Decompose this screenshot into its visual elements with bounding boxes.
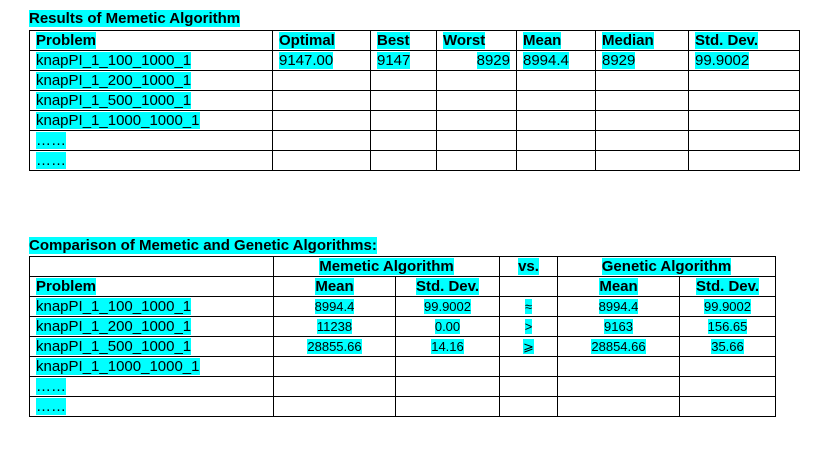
problem-cell <box>30 357 274 377</box>
data-cell <box>558 337 680 357</box>
data-cell <box>437 131 517 151</box>
header-cell <box>517 31 596 51</box>
data-cell <box>680 337 776 357</box>
cell-text: 156.65 <box>707 319 748 334</box>
cell-text: Std. Dev. <box>695 32 759 49</box>
cell-text: 9163 <box>604 319 633 334</box>
problem-cell <box>30 71 273 91</box>
data-cell <box>517 131 596 151</box>
data-cell <box>396 337 500 357</box>
cell-text: knapPI_1_1000_1000_1 <box>36 358 200 375</box>
cell-text: knapPI_1_100_1000_1 <box>36 298 192 315</box>
cell-text: 99.9002 <box>424 299 471 314</box>
data-cell <box>689 131 800 151</box>
header-cell <box>30 277 274 297</box>
cell-text: …… <box>36 378 66 395</box>
memetic-results-table <box>29 30 800 171</box>
data-cell <box>689 111 800 131</box>
data-cell <box>274 397 396 417</box>
data-cell <box>437 91 517 111</box>
table-header-row <box>30 277 776 297</box>
data-cell <box>371 131 437 151</box>
problem-cell <box>30 297 274 317</box>
problem-cell <box>30 377 274 397</box>
cell-text: Comparison of Memetic and Genetic Algorithms: <box>29 237 377 254</box>
data-cell <box>371 71 437 91</box>
data-cell <box>437 111 517 131</box>
cell-text: 28855.66 <box>307 339 362 354</box>
table-row <box>30 131 800 151</box>
data-cell <box>274 377 396 397</box>
memetic-group-header <box>274 257 500 277</box>
header-cell <box>396 277 500 297</box>
data-cell <box>273 151 371 171</box>
table-row <box>30 317 776 337</box>
data-cell <box>396 397 500 417</box>
header-cell <box>274 277 396 297</box>
cell-text: Worst <box>443 32 486 49</box>
cell-text: 99.9002 <box>695 52 750 69</box>
cell-text: …… <box>36 152 66 169</box>
header-cell <box>273 31 371 51</box>
data-cell <box>437 51 517 71</box>
problem-cell <box>30 151 273 171</box>
data-cell <box>680 317 776 337</box>
cell-text: Median <box>602 32 654 49</box>
cell-text: 8994.4 <box>523 52 569 69</box>
table-row <box>30 51 800 71</box>
cell-text: Mean <box>599 278 638 295</box>
header-cell <box>680 277 776 297</box>
data-cell <box>689 151 800 171</box>
data-cell <box>437 151 517 171</box>
problem-cell <box>30 337 274 357</box>
cell-text: knapPI_1_200_1000_1 <box>36 318 192 335</box>
comparison-cell <box>500 317 558 337</box>
cell-text: knapPI_1_500_1000_1 <box>36 338 192 355</box>
data-cell <box>680 377 776 397</box>
table-row <box>30 357 776 377</box>
cell-text: 8994.4 <box>598 299 639 314</box>
data-cell <box>596 91 689 111</box>
data-cell <box>517 91 596 111</box>
cell-text: …… <box>36 398 66 415</box>
cell-text: 14.16 <box>431 339 464 354</box>
vs-header <box>500 257 558 277</box>
cell-text: Best <box>377 32 410 49</box>
cell-text: Optimal <box>279 32 335 49</box>
problem-cell <box>30 111 273 131</box>
data-cell <box>517 111 596 131</box>
empty-header-cell <box>30 257 274 277</box>
comparison-table <box>29 256 776 417</box>
data-cell <box>558 317 680 337</box>
cell-text: knapPI_1_500_1000_1 <box>36 92 192 109</box>
problem-cell <box>30 317 274 337</box>
data-cell <box>371 91 437 111</box>
table-row <box>30 297 776 317</box>
table2-title <box>29 238 377 254</box>
comparison-cell <box>500 397 558 417</box>
data-cell <box>689 51 800 71</box>
cell-text: 8994.4 <box>314 299 355 314</box>
data-cell <box>274 317 396 337</box>
table-row <box>30 111 800 131</box>
cell-text: vs. <box>518 258 539 275</box>
data-cell <box>274 357 396 377</box>
data-cell <box>680 297 776 317</box>
cell-text: …… <box>36 132 66 149</box>
comparison-cell <box>500 357 558 377</box>
data-cell <box>273 51 371 71</box>
cell-text: 9147 <box>377 52 411 69</box>
data-cell <box>396 317 500 337</box>
problem-cell <box>30 397 274 417</box>
data-cell <box>371 151 437 171</box>
data-cell <box>371 111 437 131</box>
data-cell <box>689 71 800 91</box>
header-cell <box>596 31 689 51</box>
cell-text: Problem <box>36 278 97 295</box>
cell-text: Mean <box>523 32 562 49</box>
data-cell <box>396 357 500 377</box>
table-row <box>30 337 776 357</box>
cell-text: > <box>524 319 533 334</box>
problem-cell <box>30 131 273 151</box>
data-cell <box>596 71 689 91</box>
cell-text: Problem <box>36 32 97 49</box>
cell-text: Std. Dev. <box>415 278 480 295</box>
comparison-cell <box>500 337 558 357</box>
table-header-row <box>30 31 800 51</box>
data-cell <box>596 111 689 131</box>
header-cell <box>371 31 437 51</box>
header-cell <box>437 31 517 51</box>
cell-text: 8929 <box>602 52 636 69</box>
data-cell <box>273 91 371 111</box>
header-cell <box>500 277 558 297</box>
cell-text: 28854.66 <box>591 339 646 354</box>
data-cell <box>371 51 437 71</box>
problem-cell <box>30 51 273 71</box>
table-row <box>30 71 800 91</box>
data-cell <box>689 91 800 111</box>
cell-text: Memetic Algorithm <box>319 258 454 275</box>
cell-text: Mean <box>315 278 354 295</box>
data-cell <box>558 357 680 377</box>
data-cell <box>517 51 596 71</box>
cell-text: Std. Dev. <box>695 278 760 295</box>
data-cell <box>558 297 680 317</box>
data-cell <box>273 111 371 131</box>
data-cell <box>274 297 396 317</box>
data-cell <box>596 131 689 151</box>
comparison-cell <box>500 297 558 317</box>
data-cell <box>396 377 500 397</box>
table-row <box>30 151 800 171</box>
group-header-row <box>30 257 776 277</box>
cell-text: knapPI_1_200_1000_1 <box>36 72 192 89</box>
data-cell <box>273 71 371 91</box>
data-cell <box>680 357 776 377</box>
table-row <box>30 377 776 397</box>
table-row <box>30 397 776 417</box>
cell-text: 9147.00 <box>279 52 334 69</box>
table-row <box>30 91 800 111</box>
cell-text: knapPI_1_100_1000_1 <box>36 52 192 69</box>
data-cell <box>680 397 776 417</box>
data-cell <box>517 151 596 171</box>
cell-text: Results of Memetic Algorithm <box>29 10 241 27</box>
cell-text: knapPI_1_1000_1000_1 <box>36 112 200 129</box>
data-cell <box>273 131 371 151</box>
cell-text: 99.9002 <box>704 299 751 314</box>
data-cell <box>596 51 689 71</box>
cell-text: 35.66 <box>711 339 744 354</box>
cell-text: ≈ <box>524 299 533 314</box>
cell-text: Genetic Algorithm <box>601 258 732 275</box>
data-cell <box>596 151 689 171</box>
header-cell <box>689 31 800 51</box>
comparison-cell <box>500 377 558 397</box>
data-cell <box>396 297 500 317</box>
cell-text: ⩾ <box>523 339 534 354</box>
header-cell <box>30 31 273 51</box>
cell-text: 8929 <box>476 52 510 69</box>
data-cell <box>274 337 396 357</box>
problem-cell <box>30 91 273 111</box>
data-cell <box>558 377 680 397</box>
cell-text: 0.00 <box>434 319 461 334</box>
data-cell <box>558 397 680 417</box>
cell-text: 11238 <box>316 319 353 334</box>
table1-title <box>29 11 240 27</box>
data-cell <box>517 71 596 91</box>
data-cell <box>437 71 517 91</box>
genetic-group-header <box>558 257 776 277</box>
header-cell <box>558 277 680 297</box>
